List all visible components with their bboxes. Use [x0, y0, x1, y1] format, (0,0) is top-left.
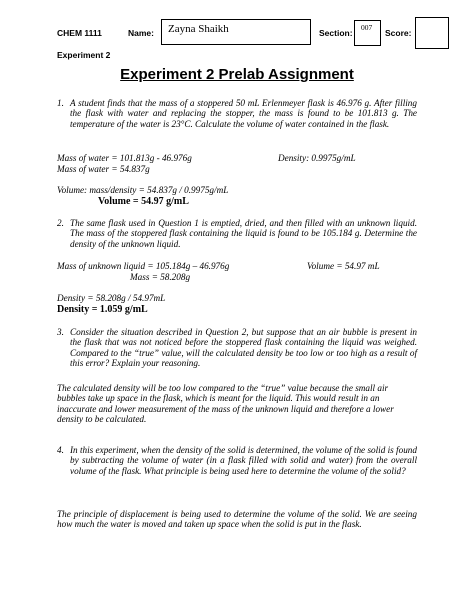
q2-line3: Density = 58.208g / 54.97mL [57, 293, 166, 303]
q2-answer: Density = 1.059 g/mL [57, 304, 148, 315]
q2-line1: Mass of unknown liquid = 105.184g – 46.976g [57, 261, 230, 271]
q4-number: 4. [57, 445, 64, 455]
name-value: Zayna Shaikh [168, 23, 229, 35]
q1-text: A student finds that the mass of a stoppered 50 mL Erlenmeyer flask is 46.976 g. After filling the flask with water and replacing the stopper, the mass is found to be 101.813 g. The temperature of the water is 23°C. Calculate the volume of water contained in the flask. [70, 98, 417, 129]
q1-line2: Mass of water = 54.837g [57, 164, 150, 174]
q1-number: 1. [57, 98, 64, 108]
q4-text: In this experiment, when the density of the solid is determined, the volume of the solid is found by subtracting the volume of water (in a flask filled with solid and water) from the overall volume of the flask. What principle is being used here to determine the volume of the solid? [70, 445, 417, 476]
q1-line3: Volume: mass/density = 54.837g / 0.9975g/mL [57, 185, 229, 195]
q2-line2: Mass = 58.208g [130, 272, 191, 282]
q4-answer: The principle of displacement is being used to determine the volume of the solid. We are seeing how much the water is moved and taken up space when the solid is put in the flask. [57, 509, 417, 530]
q3-number: 3. [57, 327, 64, 337]
section-label: Section: [319, 28, 353, 38]
page-title: Experiment 2 Prelab Assignment [120, 66, 354, 83]
q1-line1: Mass of water = 101.813g - 46.976g [57, 153, 192, 163]
section-value: 007 [361, 23, 373, 32]
experiment-label: Experiment 2 [57, 50, 111, 60]
score-field[interactable] [415, 17, 449, 49]
q2-volume: Volume = 54.97 mL [307, 261, 380, 271]
q2-text: The same flask used in Question 1 is emptied, dried, and then filled with an unknown liquid. The mass of the stoppered flask containing the liquid is found to be 105.184 g. Determine the density of the unknown liquid. [70, 218, 417, 249]
q2-number: 2. [57, 218, 64, 228]
score-label: Score: [385, 28, 412, 38]
name-label: Name: [128, 28, 154, 38]
q1-density: Density: 0.9975g/mL [278, 153, 356, 163]
q1-answer: Volume = 54.97 g/mL [98, 196, 189, 207]
q3-answer: The calculated density will be too low compared to the “true” value because the small air bubbles take up space in the flask, which is meant for the liquid. This would result in an inaccurate and lower measurement of the mass of the unknown liquid and therefore a lower density to be calculated. [57, 383, 394, 424]
course-code: CHEM 1111 [57, 28, 102, 38]
name-field[interactable] [161, 19, 311, 45]
section-field[interactable] [354, 20, 381, 46]
q3-text: Consider the situation described in Question 2, but suppose that an air bubble is present in the flask that was not noticed before the stoppered flask containing the liquid was weighed. Compared to the “true” value, will the calculated density be too low or too high as a result of this error? Explain your reasoning. [70, 327, 417, 368]
